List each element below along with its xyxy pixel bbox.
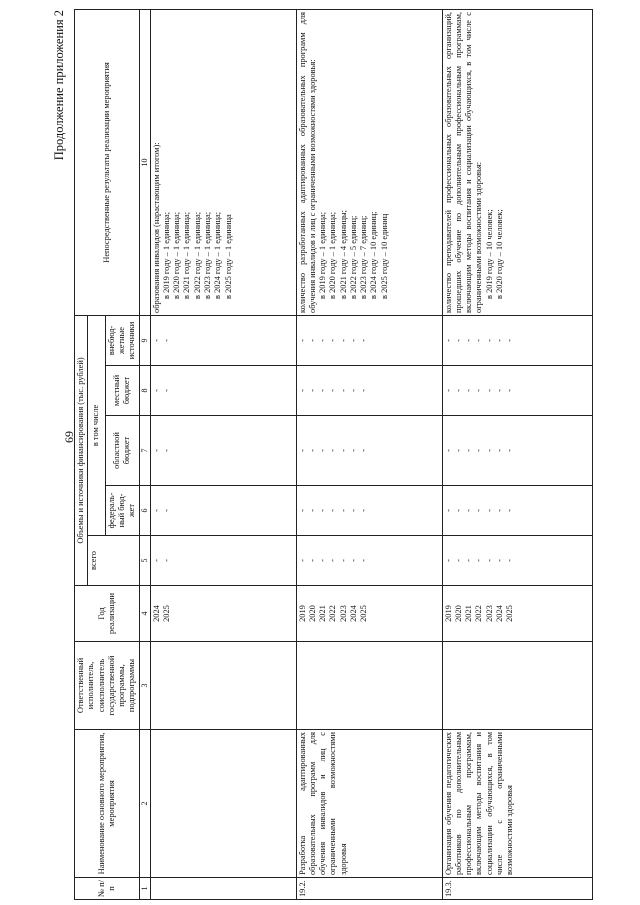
funding-dash: - <box>297 449 307 452</box>
funding-dash: - <box>328 559 338 562</box>
funding-dash: - <box>328 509 338 512</box>
header-executor: Ответственный исполнитель, соисполнитель государственной программы, подпрограммы <box>75 642 140 730</box>
funding-dash: - <box>318 389 328 392</box>
funding-local <box>296 366 442 416</box>
funding-dash: - <box>443 449 453 452</box>
funding-dash: - <box>464 339 474 342</box>
funding-dash: - <box>443 339 453 342</box>
year-value: 2022 <box>474 605 484 622</box>
row-name: Разработка адаптированных образовательных программ для обучения инвалидов и лиц с ограниченными возможностями здоровья <box>296 730 442 878</box>
col-number: 6 <box>139 486 150 536</box>
row-years <box>150 586 296 642</box>
funding-dash: - <box>161 339 171 342</box>
funding-federal <box>150 486 296 536</box>
funding-dash: - <box>151 339 161 342</box>
funding-dash: - <box>484 339 494 342</box>
row-executor <box>442 642 592 730</box>
table-row <box>150 9 296 899</box>
result-item: в 2023 году – 1 единица; <box>202 211 212 299</box>
header-offbudget: внебюд-жетные источники <box>105 315 139 365</box>
funding-regional <box>442 416 592 486</box>
funding-dash: - <box>443 389 453 392</box>
funding-dash: - <box>505 389 515 392</box>
funding-dash: - <box>161 559 171 562</box>
funding-regional <box>296 416 442 486</box>
funding-dash: - <box>359 559 369 562</box>
year-value: 2025 <box>161 605 171 622</box>
year-value: 2025 <box>359 605 369 622</box>
funding-dash: - <box>474 389 484 392</box>
header-local: местный бюджет <box>105 366 139 416</box>
funding-dash: - <box>484 389 494 392</box>
row-result <box>296 9 442 315</box>
funding-dash: - <box>494 389 504 392</box>
funding-dash: - <box>161 389 171 392</box>
funding-dash: - <box>505 339 515 342</box>
result-item: в 2020 году – 1 единица; <box>328 211 338 299</box>
result-item: в 2022 году – 1 единица; <box>192 211 202 299</box>
funding-dash: - <box>297 339 307 342</box>
result-item: в 2020 году – 10 человек; <box>494 209 504 299</box>
row-years <box>296 586 442 642</box>
funding-dash: - <box>505 509 515 512</box>
rotated-page <box>52 10 632 900</box>
result-item: в 2021 году – 1 единица; <box>182 211 192 299</box>
funding-dash: - <box>348 509 358 512</box>
page-number: 69 <box>62 431 76 443</box>
header-num: № п/п <box>75 878 140 900</box>
year-value: 2021 <box>318 605 328 622</box>
funding-dash: - <box>484 509 494 512</box>
funding-dash: - <box>307 559 317 562</box>
funding-dash: - <box>151 559 161 562</box>
year-value: 2024 <box>348 605 358 622</box>
row-executor <box>150 642 296 730</box>
result-item: в 2019 году – 1 единица; <box>161 211 171 299</box>
funding-dash: - <box>307 449 317 452</box>
funding-dash: - <box>464 389 474 392</box>
year-value: 2020 <box>307 605 317 622</box>
funding-dash: - <box>348 389 358 392</box>
col-number: 4 <box>139 586 150 642</box>
funding-dash: - <box>297 509 307 512</box>
funding-dash: - <box>318 559 328 562</box>
funding-dash: - <box>338 509 348 512</box>
year-value: 2023 <box>338 605 348 622</box>
funding-dash: - <box>494 449 504 452</box>
funding-dash: - <box>348 339 358 342</box>
year-value: 2022 <box>328 605 338 622</box>
header-result: Непосредственные результаты реализации мероприятия <box>75 9 140 315</box>
funding-dash: - <box>505 559 515 562</box>
funding-dash: - <box>359 339 369 342</box>
col-number: 1 <box>139 878 150 900</box>
funding-local <box>442 366 592 416</box>
funding-dash: - <box>297 559 307 562</box>
row-number: 19.2. <box>296 878 442 900</box>
result-lead: количество разработанных адаптированных образовательных программ для обучения инвалидов и лиц с ограниченными возможностями здоровья: <box>297 11 317 313</box>
funding-dash: - <box>151 449 161 452</box>
funding-dash: - <box>318 339 328 342</box>
funding-dash: - <box>359 449 369 452</box>
funding-dash: - <box>338 559 348 562</box>
table-row <box>296 9 442 899</box>
year-value: 2025 <box>505 605 515 622</box>
result-item: в 2019 году – 10 человек; <box>484 209 494 299</box>
row-executor <box>296 642 442 730</box>
row-result <box>150 9 296 315</box>
result-item: в 2023 году – 7 единиц; <box>359 215 369 299</box>
funding-dash: - <box>161 449 171 452</box>
row-name: Организация обучения педагогических работников по дополнительным профессиональным программам, включающим методы воспитания и социализации обучающихся, в том числе с ограниченными возможностями здоровья <box>442 730 592 878</box>
header-regional: областной бюджет <box>105 416 139 486</box>
funding-dash: - <box>464 509 474 512</box>
col-number: 9 <box>139 315 150 365</box>
funding-dash: - <box>464 559 474 562</box>
funding-total <box>442 536 592 586</box>
col-number: 2 <box>139 730 150 878</box>
result-item: в 2024 году – 10 единиц; <box>369 211 379 299</box>
funding-dash: - <box>484 559 494 562</box>
row-years <box>442 586 592 642</box>
result-item: в 2022 году – 5 единиц; <box>348 215 358 299</box>
funding-dash: - <box>297 389 307 392</box>
year-value: 2024 <box>494 605 504 622</box>
col-number: 8 <box>139 366 150 416</box>
funding-offbudget <box>150 315 296 365</box>
program-table <box>74 9 593 900</box>
funding-federal <box>442 486 592 536</box>
year-value: 2020 <box>453 605 463 622</box>
result-lead: образования инвалидов (нарастающим итогом): <box>151 142 161 313</box>
funding-dash: - <box>494 559 504 562</box>
funding-dash: - <box>474 559 484 562</box>
result-item: в 2024 году – 1 единица; <box>213 211 223 299</box>
funding-dash: - <box>151 389 161 392</box>
header-including: в том числе <box>88 315 106 535</box>
funding-dash: - <box>151 509 161 512</box>
funding-dash: - <box>348 559 358 562</box>
funding-dash: - <box>494 339 504 342</box>
result-lead: количество преподавателей профессиональных образовательных организаций, прошедших обучение по дополнительным профессиональным программам, включающим методы воспитания и социализации обучающихся, в том числе с ограниченными возможностями здоровья: <box>443 11 484 313</box>
funding-dash: - <box>453 389 463 392</box>
funding-dash: - <box>505 449 515 452</box>
funding-offbudget <box>442 315 592 365</box>
continuation-label: Продолжение приложения 2 <box>52 10 66 161</box>
funding-dash: - <box>328 389 338 392</box>
funding-dash: - <box>348 449 358 452</box>
funding-dash: - <box>494 509 504 512</box>
funding-dash: - <box>484 449 494 452</box>
funding-dash: - <box>338 339 348 342</box>
table-row <box>442 9 592 899</box>
funding-dash: - <box>474 339 484 342</box>
funding-federal <box>296 486 442 536</box>
funding-total <box>150 536 296 586</box>
funding-dash: - <box>307 339 317 342</box>
result-item: в 2021 году – 4 единицы; <box>338 210 348 299</box>
header-total: всего <box>88 536 139 586</box>
year-value: 2023 <box>484 605 494 622</box>
funding-dash: - <box>307 509 317 512</box>
result-item: в 2025 году – 1 единица <box>223 214 233 299</box>
funding-dash: - <box>443 559 453 562</box>
row-name <box>150 730 296 878</box>
funding-dash: - <box>453 339 463 342</box>
col-number: 7 <box>139 416 150 486</box>
row-number <box>150 878 296 900</box>
result-item: в 2019 году – 1 единица; <box>318 211 327 299</box>
year-value: 2021 <box>464 605 474 622</box>
header-year: Год реализации <box>75 586 140 642</box>
funding-dash: - <box>359 509 369 512</box>
funding-dash: - <box>464 449 474 452</box>
year-value: 2019 <box>443 605 453 622</box>
funding-dash: - <box>328 339 338 342</box>
col-number: 10 <box>139 9 150 315</box>
result-item: в 2020 году – 1 единица; <box>172 211 182 299</box>
funding-dash: - <box>443 509 453 512</box>
funding-dash: - <box>161 509 171 512</box>
row-number: 19.3. <box>442 878 592 900</box>
funding-dash: - <box>474 449 484 452</box>
funding-dash: - <box>318 449 328 452</box>
year-value: 2019 <box>297 605 307 622</box>
result-item: в 2025 году – 10 единиц <box>379 213 389 299</box>
funding-dash: - <box>338 449 348 452</box>
funding-dash: - <box>359 389 369 392</box>
header-funding: Объемы и источники финансирования (тыс. рублей) <box>75 315 88 585</box>
year-value: 2024 <box>151 605 161 622</box>
col-number: 5 <box>139 536 150 586</box>
funding-regional <box>150 416 296 486</box>
funding-dash: - <box>318 509 328 512</box>
funding-local <box>150 366 296 416</box>
funding-dash: - <box>474 509 484 512</box>
funding-dash: - <box>453 559 463 562</box>
funding-offbudget <box>296 315 442 365</box>
funding-dash: - <box>453 449 463 452</box>
funding-dash: - <box>453 509 463 512</box>
row-result <box>442 9 592 315</box>
header-name: Наименование основного мероприятия, мероприятия <box>75 730 140 878</box>
funding-dash: - <box>307 389 317 392</box>
funding-dash: - <box>338 389 348 392</box>
funding-total <box>296 536 442 586</box>
col-number: 3 <box>139 642 150 730</box>
header-federal: федераль-ный бюд-жет <box>105 486 139 536</box>
funding-dash: - <box>328 449 338 452</box>
